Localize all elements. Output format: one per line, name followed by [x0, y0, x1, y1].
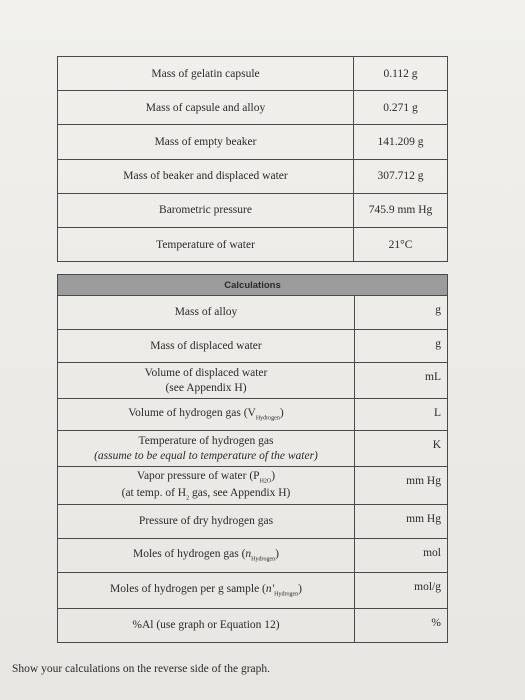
table-row — [58, 609, 448, 643]
calc-unit[interactable]: mol/g — [355, 573, 448, 609]
measurement-label: Mass of beaker and displaced water — [58, 159, 354, 193]
calc-unit[interactable]: mol — [355, 539, 448, 573]
calc-label — [58, 363, 355, 399]
table-row — [58, 399, 448, 431]
calc-label: Mass of displaced water — [58, 330, 355, 363]
calc-label-close: ) — [298, 583, 302, 596]
measurement-label: Mass of empty beaker — [58, 125, 354, 159]
calc-label — [58, 399, 355, 431]
calc-label — [58, 539, 355, 573]
calc-label-subscript: H2O — [259, 478, 272, 484]
calc-label: Pressure of dry hydrogen gas — [58, 505, 355, 539]
calc-label-subscript: 2 — [186, 494, 190, 501]
measurement-value: 0.112 g — [354, 57, 448, 91]
measurement-value: 307.712 g — [354, 159, 448, 193]
calc-unit[interactable]: % — [355, 609, 448, 643]
table-row — [58, 125, 448, 159]
calc-unit[interactable]: mL — [355, 363, 448, 399]
footer-instruction: Show your calculations on the reverse side of the graph. — [12, 663, 271, 675]
table-row — [58, 467, 448, 505]
calc-label-subscript: Hydrogen — [255, 415, 280, 422]
calc-label-close: ) — [279, 407, 284, 420]
calc-label-text: Moles of hydrogen per g sample ( — [110, 583, 266, 596]
calc-label-text: Volume of hydrogen gas (V — [128, 407, 256, 420]
calc-label-subscript: Hydrogen — [251, 556, 276, 563]
measurement-value: 141.209 g — [354, 125, 448, 159]
table-row — [58, 539, 448, 573]
calc-label-subscript: Hydrogen — [274, 591, 299, 598]
table-row — [58, 57, 448, 91]
measurement-label: Mass of gelatin capsule — [58, 57, 354, 91]
calc-label-close: ) — [271, 469, 276, 482]
calculations-header-row — [58, 275, 448, 296]
calc-unit[interactable]: mm Hg — [355, 505, 448, 539]
calc-label-close: gas, see Appendix H) — [189, 486, 291, 499]
calc-label-text: Vapor pressure of water (P — [136, 469, 260, 482]
table-row — [58, 159, 448, 193]
table-row — [58, 363, 448, 399]
calc-unit[interactable]: g — [355, 330, 448, 363]
calc-label-line2: (see Appendix H) — [165, 381, 247, 394]
calc-label-text: Moles of hydrogen gas ( — [132, 548, 246, 561]
table-row — [58, 193, 448, 227]
measurement-value: 745.9 mm Hg — [354, 193, 448, 227]
calc-label-text: (at temp. of H — [121, 486, 187, 499]
calc-unit[interactable]: K — [355, 431, 448, 467]
table-row — [58, 505, 448, 539]
calculations-header: Calculations — [58, 275, 448, 296]
calc-label-italic: n' — [265, 583, 275, 596]
table-row — [58, 431, 448, 467]
calc-label: %Al (use graph or Equation 12) — [58, 609, 355, 643]
calc-label-line1: Temperature of hydrogen gas — [138, 435, 274, 448]
calc-label: Mass of alloy — [58, 296, 355, 330]
calc-label — [58, 431, 355, 467]
table-row — [58, 296, 448, 330]
measurement-label: Mass of capsule and alloy — [58, 91, 354, 125]
calc-label — [58, 467, 355, 505]
measurement-value: 0.271 g — [354, 91, 448, 125]
table-row — [58, 227, 448, 261]
table-row — [58, 573, 448, 609]
measurement-label: Barometric pressure — [58, 193, 354, 227]
calc-label — [58, 573, 355, 609]
calculations-table — [57, 274, 448, 643]
measurement-value: 21°C — [354, 227, 448, 261]
calc-unit[interactable]: mm Hg — [355, 467, 448, 505]
calc-label-italic: n — [245, 548, 252, 561]
measurements-table — [57, 56, 448, 262]
table-row — [58, 330, 448, 363]
calc-unit[interactable]: g — [355, 296, 448, 330]
calc-label-close: ) — [275, 548, 280, 561]
table-row — [58, 91, 448, 125]
calc-label-line1: Volume of displaced water — [144, 367, 268, 380]
calc-unit[interactable]: L — [355, 399, 448, 431]
calc-label-line2: (assume to be equal to temperature of the water) — [94, 449, 318, 462]
measurement-label: Temperature of water — [58, 227, 354, 261]
